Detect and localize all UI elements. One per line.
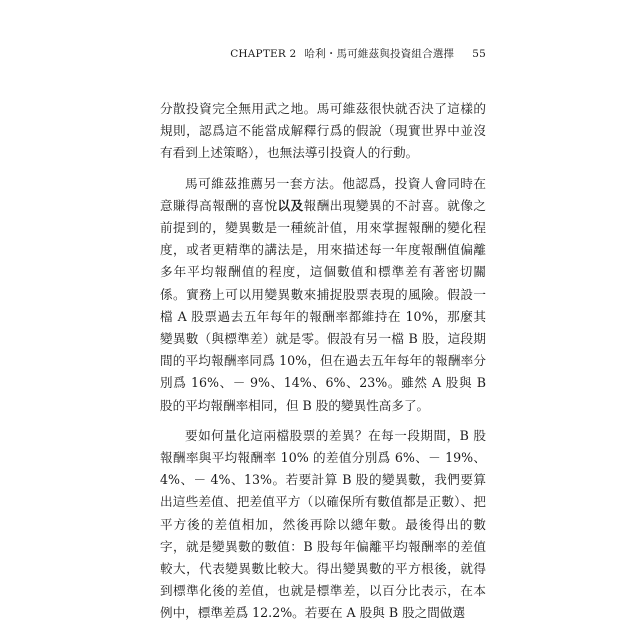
- paragraph-2-part-2: 報酬出現變異的不討喜。就像之前提到的，變異數是一種統計值，用來掌握報酬的變化程度，或者更精準的講法是，用來描述每一年度報酬值偏離多年平均報酬值的程度，這個數值和標準差有著密切關係。實務上可以用變異數來捕捉股票表現的風險。假設一檔 A 股票過去五年每年的報酬率都維持在 10%，那麼其變異數（與標準差）就是零。假設有另一檔 B 股，這段期間的平均報酬率同爲 10%，但在過去五年每年的報酬率分別爲 16%、－ 9%、14%、6%、23%。雖然 A 股與 B 股的平均報酬率相同，但 B 股的變異性高多了。: [160, 197, 487, 413]
- paragraph-2: [160, 173, 486, 417]
- paragraph-2-emphasis: 以及: [277, 197, 304, 213]
- paragraph-2-part-1: 馬可維茲推薦另一套方法。他認爲，投資人會同時在意賺得高報酬的喜悅: [160, 175, 486, 213]
- running-header: [160, 46, 486, 61]
- page-number: 55: [472, 48, 486, 60]
- paragraph-3: 要如何量化這兩檔股票的差異？在每一段期間，B 股報酬率與平均報酬率 10% 的差值分別爲 6%、－ 19%、4%、－ 4%、13%。若要計算 B 股的變異數，我們要算出這些差值、把差值平方（以確保所有數值都是正數）、把平方後的差值相加，然後再除以總年數。最後得出的數字，就是變異數的數值：B 股每年偏離平均報酬率的差值較大，代表變異數比較大。得出變異數的平方根後，就得到標準化後的差值，也就是標準差，以百分比表示，在本例中，標準差爲 12.2%。若要在 A 股與 B 股之間做選: [160, 427, 486, 621]
- body-text: [160, 98, 486, 625]
- paragraph-1: 分散投資完全無用武之地。馬可維茲很快就否決了這樣的規則，認爲這不能當成解釋行爲的假說（現實世界中並沒有看到上述策略），也無法導引投資人的行動。: [160, 101, 486, 161]
- chapter-title: 哈利・馬可維茲與投資組合選擇: [304, 48, 455, 60]
- chapter-label: CHAPTER 2: [230, 48, 297, 60]
